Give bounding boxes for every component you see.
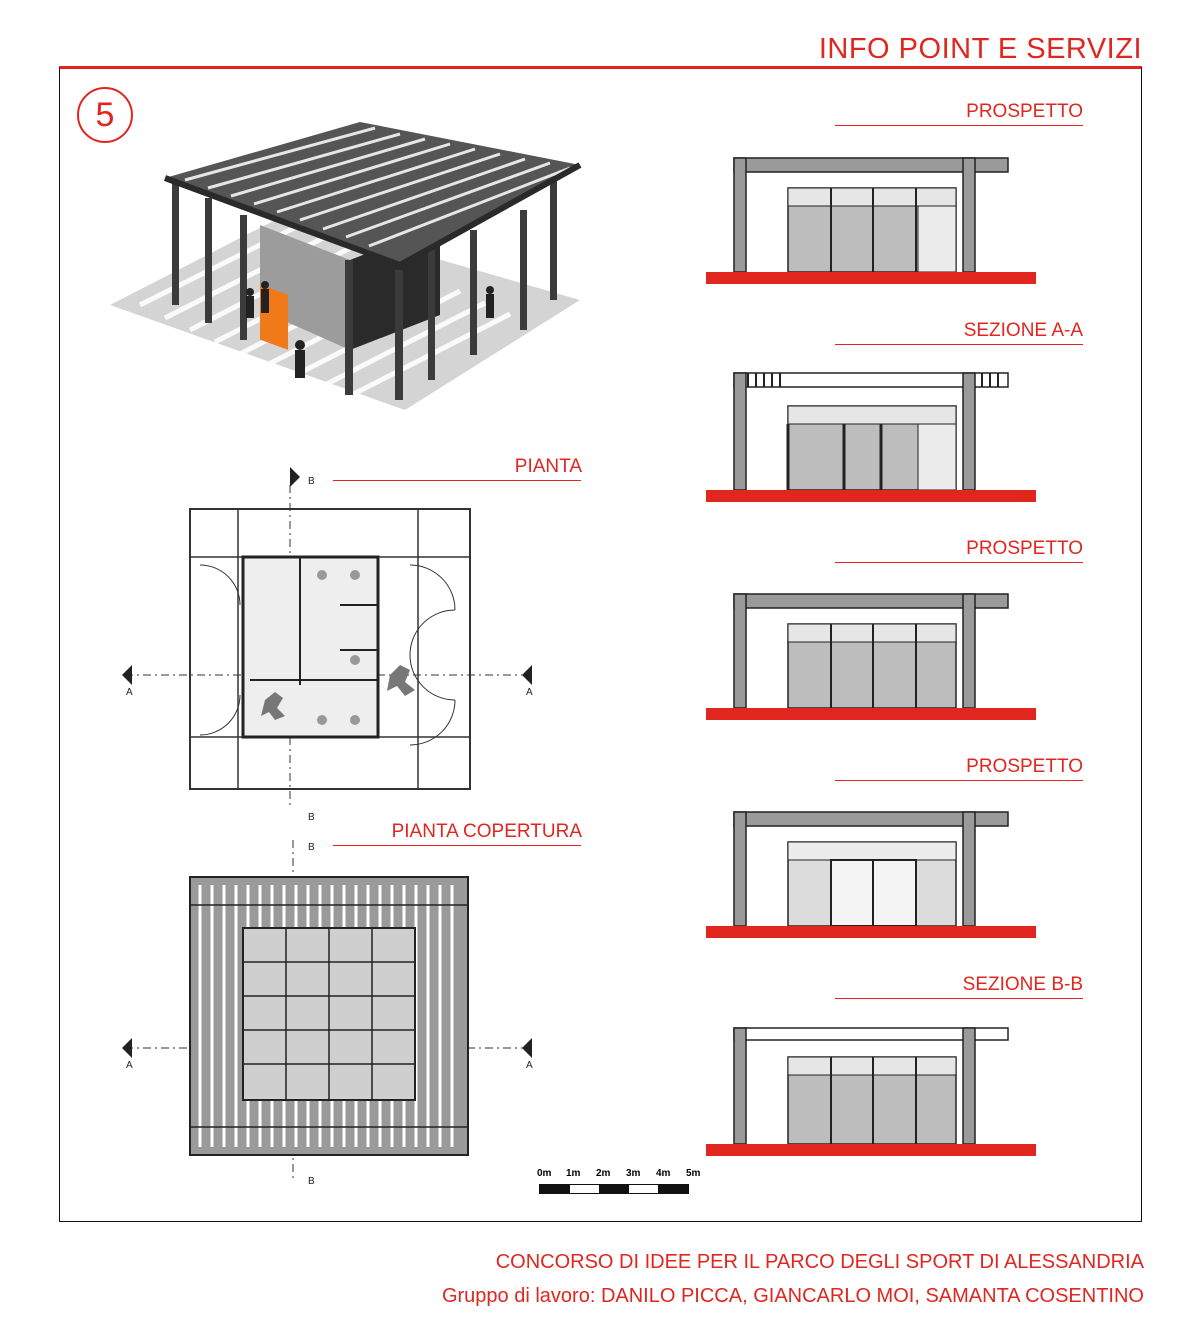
roof-section-mark-a-right: A <box>526 1060 533 1071</box>
label-line <box>835 998 1083 999</box>
label-line <box>835 125 1083 126</box>
section-bb <box>706 1022 1036 1162</box>
sheet-number: 5 <box>77 87 133 143</box>
page-title: INFO POINT E SERVIZI <box>818 33 1142 65</box>
label-line <box>835 562 1083 563</box>
roof-section-mark-b-bottom: B <box>308 1176 315 1187</box>
label-line <box>835 344 1083 345</box>
roof-section-mark-a-left: A <box>126 1060 133 1071</box>
scale-label-0: 0m <box>537 1168 552 1179</box>
label-prospetto-1: PROSPETTO <box>966 101 1083 122</box>
label-sezione-bb: SEZIONE B-B <box>962 974 1083 995</box>
label-sezione-aa: SEZIONE A-A <box>963 320 1083 341</box>
footer-line-2: Gruppo di lavoro: DANILO PICCA, GIANCARLO MOI, SAMANTA COSENTINO <box>441 1285 1144 1307</box>
roof-plan <box>110 830 570 1200</box>
scale-label-3: 3m <box>626 1168 641 1179</box>
elevation-prospetto-2 <box>706 586 1036 726</box>
scale-label-2: 2m <box>596 1168 611 1179</box>
scale-label-1: 1m <box>566 1168 581 1179</box>
scale-label-5: 5m <box>686 1168 701 1179</box>
roof-section-mark-b-top: B <box>308 842 315 853</box>
label-prospetto-2: PROSPETTO <box>966 538 1083 559</box>
section-mark-b-top: B <box>308 476 315 487</box>
section-aa <box>706 368 1036 508</box>
section-mark-a-left: A <box>126 687 133 698</box>
label-line <box>835 780 1083 781</box>
section-mark-a-right: A <box>526 687 533 698</box>
perspective-render <box>110 120 590 420</box>
label-pianta: PIANTA <box>514 456 582 477</box>
label-pianta-copertura: PIANTA COPERTURA <box>391 821 582 842</box>
scale-label-4: 4m <box>656 1168 671 1179</box>
label-prospetto-3: PROSPETTO <box>966 756 1083 777</box>
scale-bar <box>537 1168 702 1198</box>
footer-line-1: CONCORSO DI IDEE PER IL PARCO DEGLI SPORT DI ALESSANDRIA <box>495 1251 1144 1273</box>
elevation-prospetto-1 <box>706 150 1036 290</box>
elevation-prospetto-3 <box>706 804 1036 944</box>
section-mark-b-bottom: B <box>308 812 315 823</box>
floor-plan <box>110 465 570 825</box>
